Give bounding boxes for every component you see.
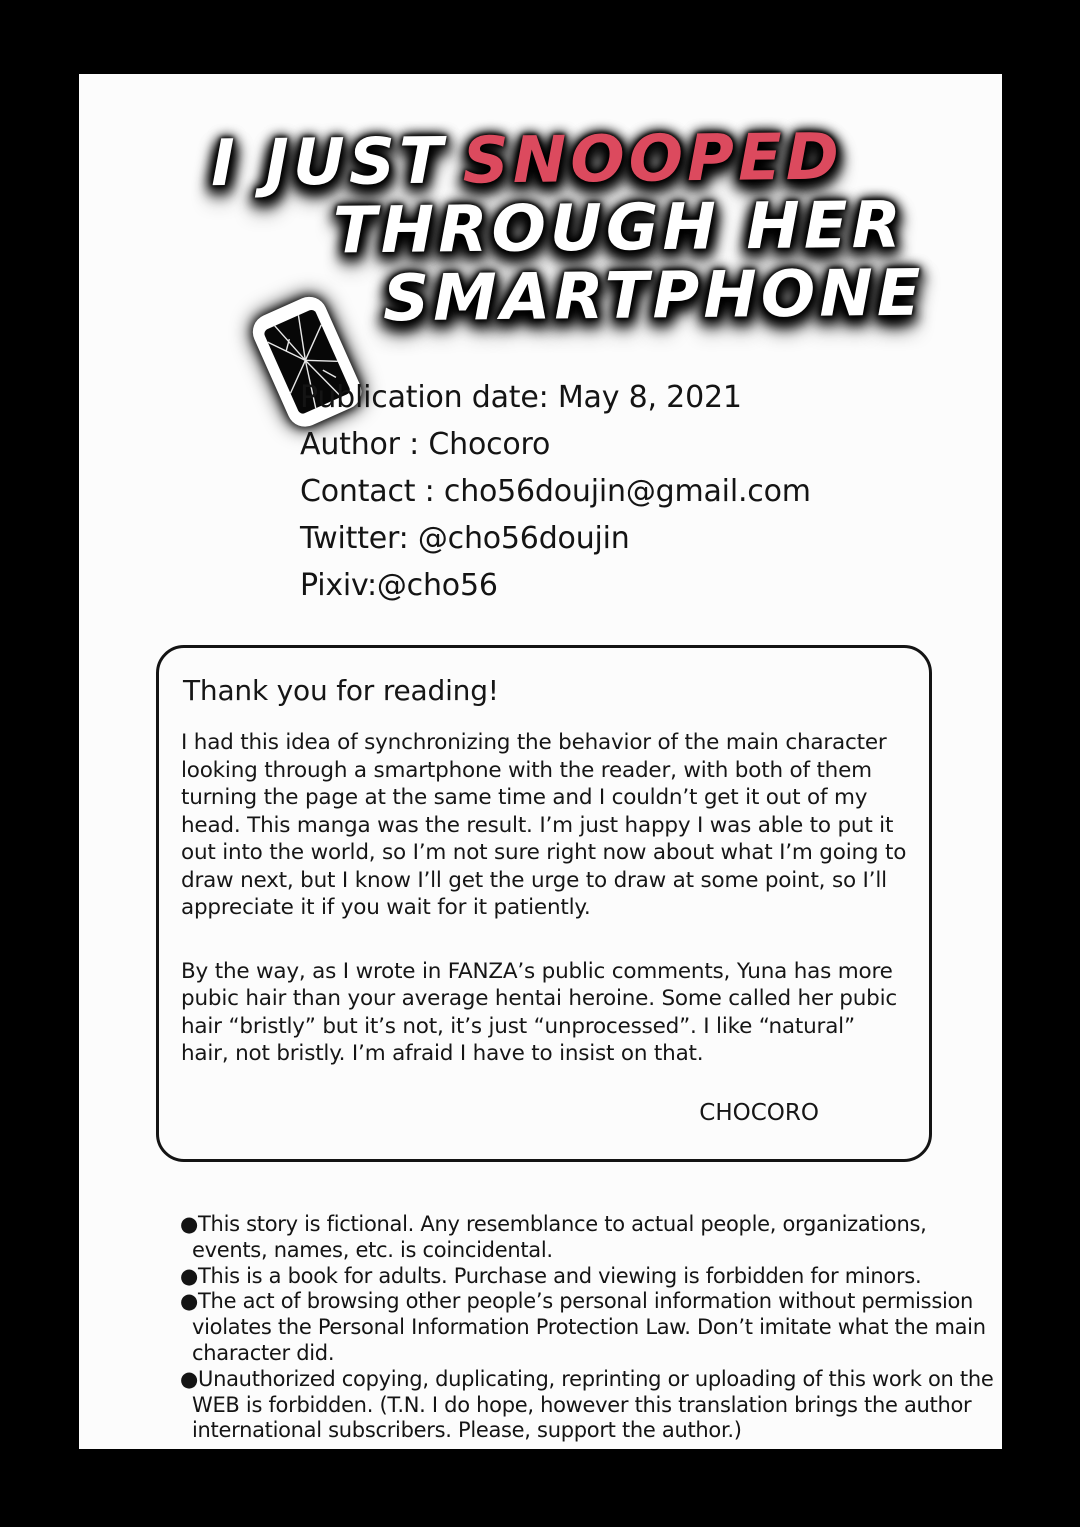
disclaimer-text: Unauthorized copying, duplicating, reprinting or uploading of this work on the WEB is forbidden. (T.N. I do hope, however this translation brings the author international subscribers. Please, support the author.) [192, 1366, 994, 1443]
bullet-icon: ● [180, 1263, 199, 1288]
paper-sheet [79, 74, 1002, 1449]
afterword-paragraph-2: By the way, as I wrote in FANZA’s public comments, Yuna has more pubic hair than your average hentai heroine. Some called her pubic hair “bristly” but it’s not, it’s just “unprocessed”. I like “natural” hair, not bristly. I’m afraid I have to insist on that. [181, 958, 897, 1066]
title-line1-white: I JUST [210, 124, 448, 202]
pixiv-line: Pixiv:@cho56 [300, 568, 498, 603]
disclaimer-text: This is a book for adults. Purchase and viewing is forbidden for minors. [198, 1263, 922, 1288]
bullet-icon: ● [180, 1289, 199, 1314]
afterword-box [156, 645, 932, 1162]
disclaimer-item-privacy [180, 1289, 1004, 1366]
title-line-1 [210, 120, 1003, 202]
twitter-line: Twitter: @cho56doujin [300, 521, 630, 556]
disclaimer-list [180, 1212, 1004, 1444]
publication-date: Publication date: May 8, 2021 [300, 380, 742, 415]
contact-line: Contact : cho56doujin@gmail.com [300, 474, 811, 509]
disclaimer-text: The act of browsing other people’s personal information without permission violates the Personal Information Protection Law. Don’t imitate what the main character did. [192, 1289, 986, 1365]
title-line-2: THROUGH HER [332, 188, 906, 269]
afterword-heading: Thank you for reading! [183, 674, 499, 707]
author-signature: CHOCORO [699, 1099, 819, 1126]
author-line: Author : Chocoro [300, 427, 551, 462]
disclaimer-item-adults [180, 1264, 1004, 1290]
afterword-paragraph-1: I had this idea of synchronizing the behavior of the main character looking through a smartphone with the reader, with both of them turning the page at the same time and I couldn’t get it out of my head. This manga was the result. I’m just happy I was able to put it out into the world, so I’m not sure right now about what I’m going to draw next, but I know I’ll get the urge to draw at some point, so I’ll appreciate it if you wait for it patiently. [181, 730, 907, 920]
bullet-icon: ● [180, 1212, 199, 1236]
title-line-3: SMARTPHONE [382, 256, 925, 337]
title-line1-red: SNOOPED [462, 120, 844, 199]
publication-info [300, 374, 811, 609]
disclaimer-text: This story is fictional. Any resemblance to actual people, organizations, events, names, etc. is coincidental. [192, 1212, 927, 1262]
bullet-icon: ● [180, 1366, 199, 1391]
disclaimer-item-copyright [180, 1367, 1004, 1444]
title-block [79, 120, 1002, 337]
disclaimer-item-fiction [180, 1212, 1004, 1264]
